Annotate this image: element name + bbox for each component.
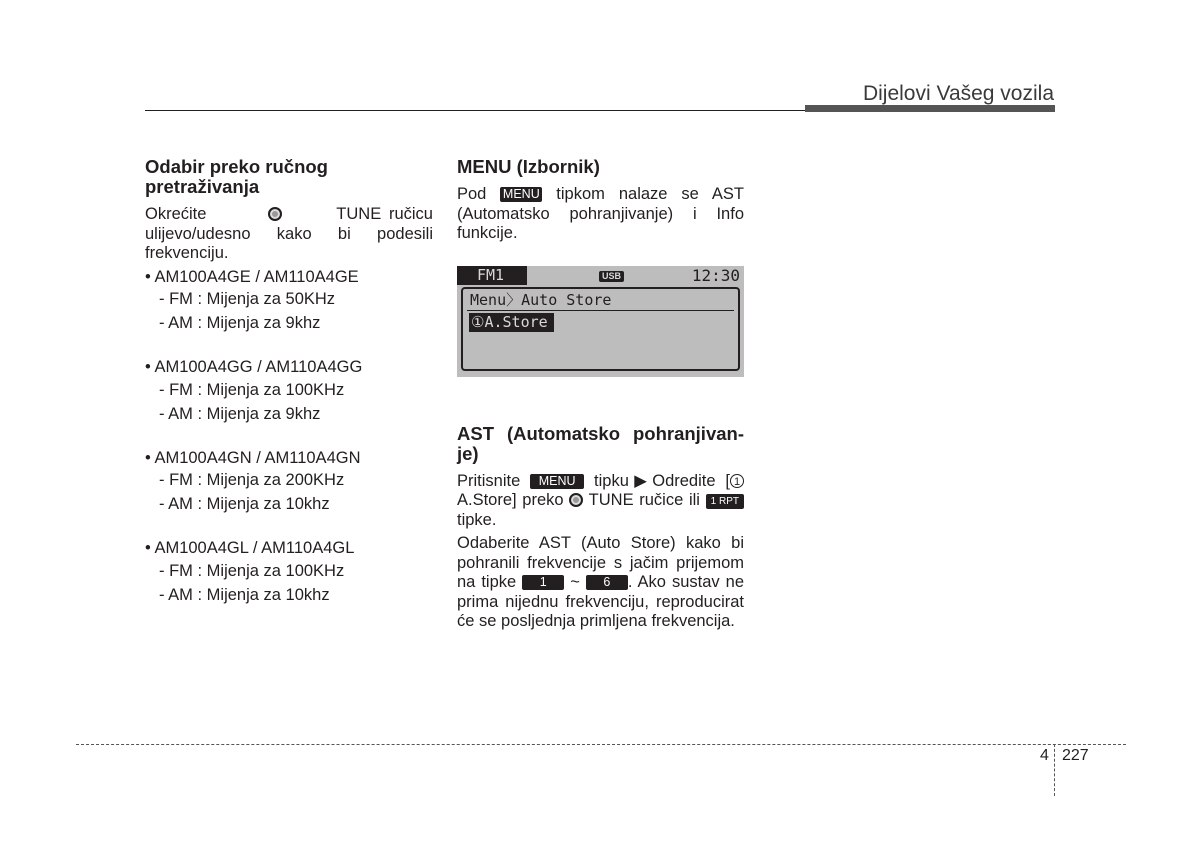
menu-text-end: tipkom nalaze se AST (Automatsko pohranjivanje) i Info funkcije. (457, 185, 744, 242)
ast-text: TUNE ručice ili (583, 491, 706, 509)
arrow-right-icon: ▶ (628, 471, 653, 490)
usb-icon: USB (599, 271, 624, 282)
tilde: ~ (564, 573, 586, 591)
header-bar (805, 105, 1055, 112)
model-name: AM100A4GN / AM110A4GN (154, 448, 361, 467)
ast-desc-text: Odaberite AST (Auto Store) kako bi pohranili frekvencije s jačim prijemom na tipke (457, 534, 744, 591)
am-step: - AM : Mijenja za 9khz (159, 314, 321, 332)
tune-knob-icon (268, 207, 282, 221)
ast-instructions (457, 472, 744, 531)
model-line: • AM100A4GN / AM110A4GN (145, 448, 361, 467)
left-column (145, 157, 433, 607)
am-step: - AM : Mijenja za 10khz (159, 585, 330, 604)
am-step: - AM : Mijenja za 10khz (159, 495, 330, 513)
preset-6-button-icon: 6 (586, 575, 628, 590)
ast-heading: AST (Automatsko pohranjivan-je) (457, 422, 744, 464)
menu-heading: MENU (Izbornik) (457, 156, 600, 177)
fm-step: - FM : Mijenja za 50KHz (159, 290, 336, 308)
intro-text-start: Okrećite (145, 205, 207, 223)
menu-divider (467, 310, 734, 311)
model-group (145, 358, 433, 426)
fm-step: - FM : Mijenja za 100KHz (159, 561, 345, 580)
ast-desc-text: . Ako sustav ne prima nijednu frekvenciju, reproducirat će se posljednja primljena frekvencija. (457, 573, 745, 630)
radio-display (457, 266, 744, 377)
model-name: AM100A4GE / AM110A4GE (154, 267, 359, 286)
preset-1-icon: 1 (730, 474, 744, 488)
page-number: 227 (1062, 747, 1089, 764)
section-title: Dijelovi Vašeg vozila (862, 82, 1054, 105)
model-line: • AM100A4GL / AM110A4GL (145, 539, 355, 557)
header-rule (145, 110, 810, 111)
ast-text: Pritisnite (457, 471, 531, 490)
model-group (145, 449, 433, 517)
ast-text: tipku (584, 471, 629, 490)
menu-text-start: Pod (457, 185, 501, 203)
menu-button-icon: MENU (500, 187, 542, 202)
model-name: AM100A4GG / AM110A4GG (154, 358, 363, 376)
manual-search-intro (145, 205, 433, 264)
menu-paragraph (457, 185, 744, 244)
fm-step: - FM : Mijenja za 100KHz (159, 380, 345, 399)
right-column (457, 157, 744, 636)
ast-text: tipke. (457, 510, 497, 529)
chapter-number: 4 (1040, 747, 1049, 764)
display-menu-panel (461, 287, 740, 371)
preset-1-button-icon: 1 (522, 575, 564, 590)
menu-path: Menu〉Auto Store (470, 290, 612, 309)
band-label: FM1 (457, 266, 527, 285)
am-step: - AM : Mijenja za 9khz (159, 404, 321, 423)
ast-description (457, 534, 744, 632)
ast-text: Odredite [ (652, 471, 730, 490)
selected-menu-item: ①A.Store (469, 313, 554, 332)
ast-text: A.Store] preko (457, 491, 570, 509)
tune-knob-icon (569, 493, 583, 507)
menu-button-icon: MENU (530, 474, 584, 489)
footer-rule (76, 744, 1126, 745)
rpt-button-icon: 1 RPT (706, 494, 744, 509)
intro-text-end: TUNE ručicu ulijevo/udesno kako bi podesili frekvenciju. (145, 205, 433, 262)
footer-divider (1054, 744, 1055, 796)
model-group (145, 268, 433, 336)
model-group (145, 539, 433, 607)
fm-step: - FM : Mijenja za 200KHz (159, 471, 345, 489)
manual-search-heading: Odabir preko ručnog pretraživanja (145, 156, 328, 197)
clock: 12:30 (691, 265, 740, 285)
model-line: • AM100A4GE / AM110A4GE (145, 267, 359, 286)
model-name: AM100A4GL / AM110A4GL (154, 539, 355, 557)
model-line: • AM100A4GG / AM110A4GG (145, 358, 363, 376)
display-status-bar (457, 266, 744, 285)
